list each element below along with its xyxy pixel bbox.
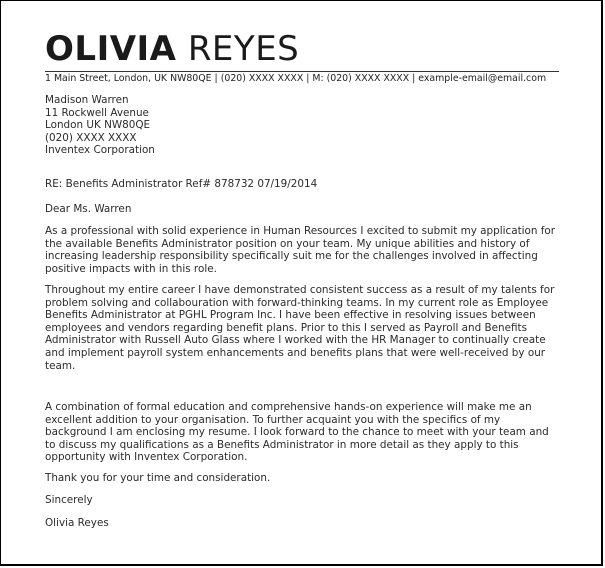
sender-contact-line: 1 Main Street, London, UK NW80QE | (020) XXXX XXXX | M: (020) XXXX XXXX | example-email@email.com bbox=[45, 73, 547, 84]
closing: Sincerely bbox=[45, 494, 93, 506]
salutation: Dear Ms. Warren bbox=[45, 203, 132, 215]
body-paragraph-2: Throughout my entire career I have demonstrated consistent success as a result of my talents for problem solving and collabouration with forward-thinking teams. In my current role as Employee Benefits Administrator at PGHL Program Inc. I have been effective in resolving issues between employees and vendors regarding benefit plans. Prior to this I served as Payroll and Benefits Administrator with Russell Auto Glass where I worked with the HR Manager to continually create and implement payroll system enhancements and benefits plans that were well-received by our team. bbox=[45, 284, 555, 372]
recipient-street: 11 Rockwell Avenue bbox=[45, 106, 149, 119]
recipient-address bbox=[45, 94, 565, 157]
signature-name: Olivia Reyes bbox=[45, 517, 109, 529]
sender-last-name: REYES bbox=[187, 29, 300, 69]
body-paragraph-1: As a professional with solid experience in Human Resources I excited to submit my application for the available Benefits Administrator position on your team. My unique abilities and history of increasing leadership responsibility specifically suit me for the challenges involved in affecting positive impacts with in this role. bbox=[45, 225, 556, 275]
thanks-line: Thank you for your time and consideration. bbox=[45, 472, 271, 484]
recipient-city: London UK NW80QE bbox=[45, 119, 151, 132]
recipient-company: Inventex Corporation bbox=[45, 144, 155, 157]
recipient-name: Madison Warren bbox=[45, 94, 129, 106]
subject-line: RE: Benefits Administrator Ref# 878732 07/19/2014 bbox=[45, 178, 318, 190]
body-paragraph-3: A combination of formal education and comprehensive hands-on experience will make me an excellent addition to your organisation. To further acquaint you with the specifics of my background I am enclosing my resume. I look forward to the chance to meet with your team and to discuss my qualifications as a Benefits Administrator in more detail as they apply to this opportunity with Inventex Corporation. bbox=[45, 401, 549, 464]
header-divider bbox=[45, 71, 559, 72]
recipient-phone: (020) XXXX XXXX bbox=[45, 131, 137, 144]
sender-first-name: OLIVIA bbox=[45, 29, 177, 69]
sender-name bbox=[45, 29, 299, 69]
